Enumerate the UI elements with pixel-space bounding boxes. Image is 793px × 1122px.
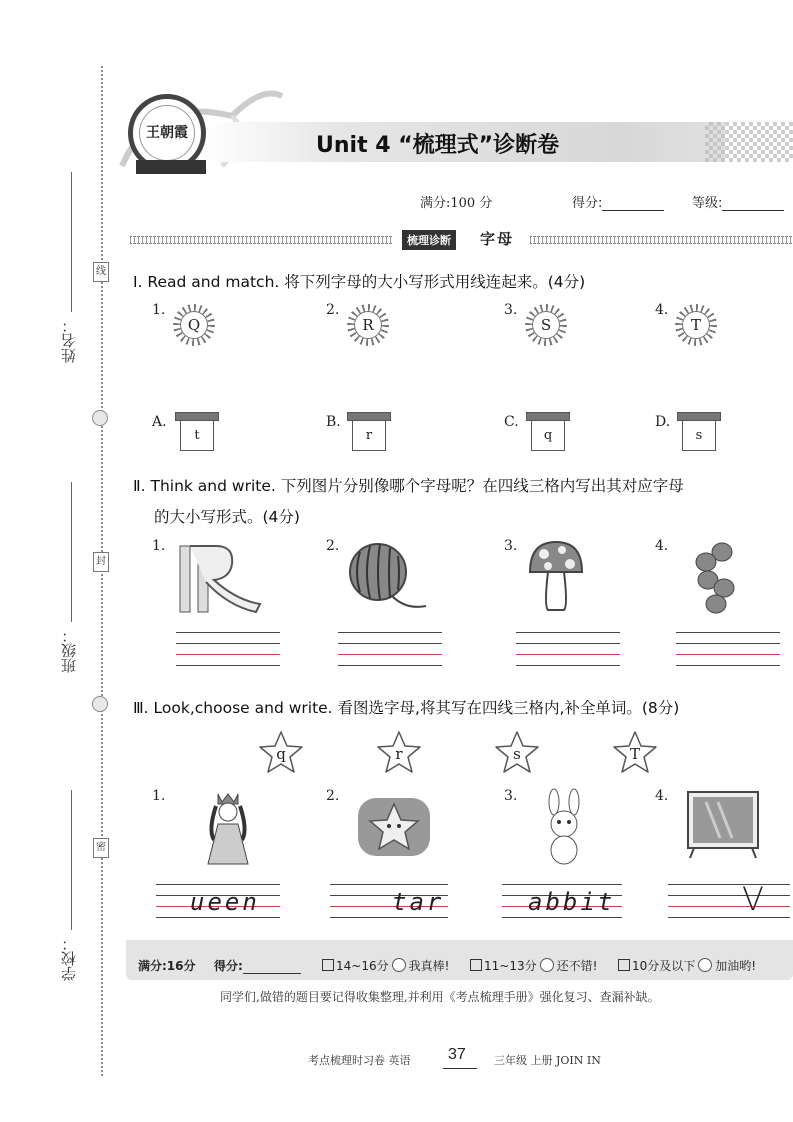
sun-icon[interactable] <box>173 304 215 346</box>
school-write-line[interactable] <box>71 790 72 930</box>
sun-letter: R <box>354 311 382 339</box>
grade-blank[interactable] <box>722 198 784 211</box>
q2-heading-line2: 的大小写形式。(4分) <box>154 508 300 526</box>
score-blank[interactable] <box>602 198 664 211</box>
page-title: Unit 4 “梳理式”诊断卷 <box>316 133 560 158</box>
star-option[interactable] <box>258 730 304 774</box>
star-option[interactable] <box>494 730 540 774</box>
rating-range: 11~13分 <box>484 959 537 973</box>
q2-num: 3. <box>504 538 518 554</box>
seal-mark-2: 封 <box>93 552 109 572</box>
star-letter: T <box>629 745 640 763</box>
q1-pot-num: D. <box>655 414 671 430</box>
footer-score-field[interactable] <box>214 957 301 974</box>
pot-letter: q <box>531 421 565 451</box>
sun-icon[interactable] <box>675 304 717 346</box>
pot-letter: s <box>682 421 716 451</box>
q1-sun-num: 2. <box>326 302 340 318</box>
page-number-underline <box>443 1068 477 1069</box>
star-option[interactable] <box>612 730 658 774</box>
study-note: 同学们,做错的题目要记得收集整理,并利用《考点梳理手册》强化复习、查漏补缺。 <box>220 990 660 1004</box>
q1-sun-num: 4. <box>655 302 669 318</box>
q2-num: 2. <box>326 538 340 554</box>
q1-heading: Ⅰ. Read and match. 将下列字母的大小写形式用线连起来。(4分) <box>133 273 586 291</box>
flower-pot-icon[interactable] <box>677 412 721 452</box>
writing-grid[interactable] <box>516 632 620 668</box>
rabbit-icon <box>538 788 590 868</box>
writing-grid[interactable] <box>338 632 442 668</box>
checkbox-icon[interactable] <box>618 959 630 971</box>
tv-icon <box>686 790 760 860</box>
page-number: 37 <box>448 1046 466 1063</box>
writing-grid[interactable] <box>676 632 780 668</box>
pot-letter: t <box>180 421 214 451</box>
section-name: 字母 <box>480 230 515 248</box>
grade-label: 等级: <box>692 196 723 211</box>
mushroom-icon <box>526 540 586 614</box>
binding-hole-icon <box>92 410 108 426</box>
rating-option-3[interactable] <box>618 957 756 974</box>
rating-option-2[interactable] <box>470 957 597 974</box>
q3-num: 1. <box>152 788 166 804</box>
logo-ribbon <box>136 160 206 174</box>
full-score: 满分:100 分 <box>420 196 493 211</box>
word-fragment: V <box>742 880 767 918</box>
queen-icon <box>200 790 256 866</box>
sun-icon[interactable] <box>525 304 567 346</box>
writing-grid[interactable] <box>668 884 790 920</box>
pot-letter: r <box>352 421 386 451</box>
sun-icon[interactable] <box>347 304 389 346</box>
rating-message: 还不错! <box>556 959 598 973</box>
q3-num: 4. <box>655 788 669 804</box>
q1-sun-num: 1. <box>152 302 166 318</box>
q3-heading: Ⅲ. Look,choose and write. 看图选字母,将其写在四线三格内,补全单词。(8分) <box>133 699 680 717</box>
checkbox-icon[interactable] <box>470 959 482 971</box>
star-option[interactable] <box>376 730 422 774</box>
footer-score-blank[interactable] <box>243 961 301 974</box>
q3-num: 3. <box>504 788 518 804</box>
grade-field[interactable] <box>692 192 784 211</box>
rating-range: 14~16分 <box>336 959 389 973</box>
sun-letter: Q <box>180 311 208 339</box>
word-fragment: ueen <box>190 888 260 916</box>
footer-score-label: 得分: <box>214 959 243 973</box>
score-label: 得分: <box>572 196 603 211</box>
rating-range: 10分及以下 <box>632 959 696 973</box>
slide-icon <box>176 542 264 616</box>
star-letter: q <box>276 745 286 763</box>
q1-pot-num: B. <box>326 414 341 430</box>
star-letter: r <box>395 745 403 763</box>
class-write-line[interactable] <box>71 482 72 622</box>
page-footer-right: 三年级 上册 JOIN IN <box>494 1054 601 1067</box>
smile-face-icon <box>392 958 406 972</box>
section-bar-right <box>530 236 792 244</box>
writing-grid[interactable] <box>176 632 280 668</box>
checkbox-icon[interactable] <box>322 959 334 971</box>
strawberries-icon <box>690 540 742 616</box>
sun-letter: S <box>532 311 560 339</box>
q1-pot-num: A. <box>152 414 167 430</box>
flower-pot-icon[interactable] <box>526 412 570 452</box>
score-field[interactable] <box>572 192 664 211</box>
section-tag: 梳理诊断 <box>402 230 456 250</box>
q3-num: 2. <box>326 788 340 804</box>
q1-pot-num: C. <box>504 414 519 430</box>
word-fragment: tar <box>392 888 445 916</box>
section-bar-left <box>130 236 392 244</box>
watermelon-icon <box>346 540 430 616</box>
flower-pot-icon[interactable] <box>347 412 391 452</box>
footer-full: 满分:16分 <box>138 959 196 973</box>
binding-hole-icon <box>92 696 108 712</box>
smile-face-icon <box>540 958 554 972</box>
star-icon <box>356 796 432 858</box>
q2-heading-line1: Ⅱ. Think and write. 下列图片分别像哪个字母呢？在四线三格内写出其对应字母 <box>133 477 684 495</box>
cheer-face-icon <box>698 958 712 972</box>
seal-mark-1: 线 <box>93 262 109 282</box>
rating-option-1[interactable] <box>322 957 449 974</box>
sun-letter: T <box>682 311 710 339</box>
name-write-line[interactable] <box>71 172 72 312</box>
name-label: 姓名： <box>60 318 78 363</box>
logo-text: 王朝霞 <box>139 105 195 161</box>
class-label: 班级： <box>60 628 78 673</box>
school-label: 学校： <box>60 936 78 981</box>
rating-message: 我真棒! <box>408 959 450 973</box>
checker-pattern <box>705 122 793 162</box>
word-fragment: abbit <box>528 888 616 916</box>
page-footer-left: 考点梳理时习卷 英语 <box>308 1054 411 1067</box>
rating-message: 加油哟! <box>715 959 757 973</box>
q2-num: 1. <box>152 538 166 554</box>
flower-pot-icon[interactable] <box>175 412 219 452</box>
star-letter: s <box>513 745 521 763</box>
q1-sun-num: 3. <box>504 302 518 318</box>
q2-num: 4. <box>655 538 669 554</box>
seal-mark-3: 密 <box>93 838 109 858</box>
